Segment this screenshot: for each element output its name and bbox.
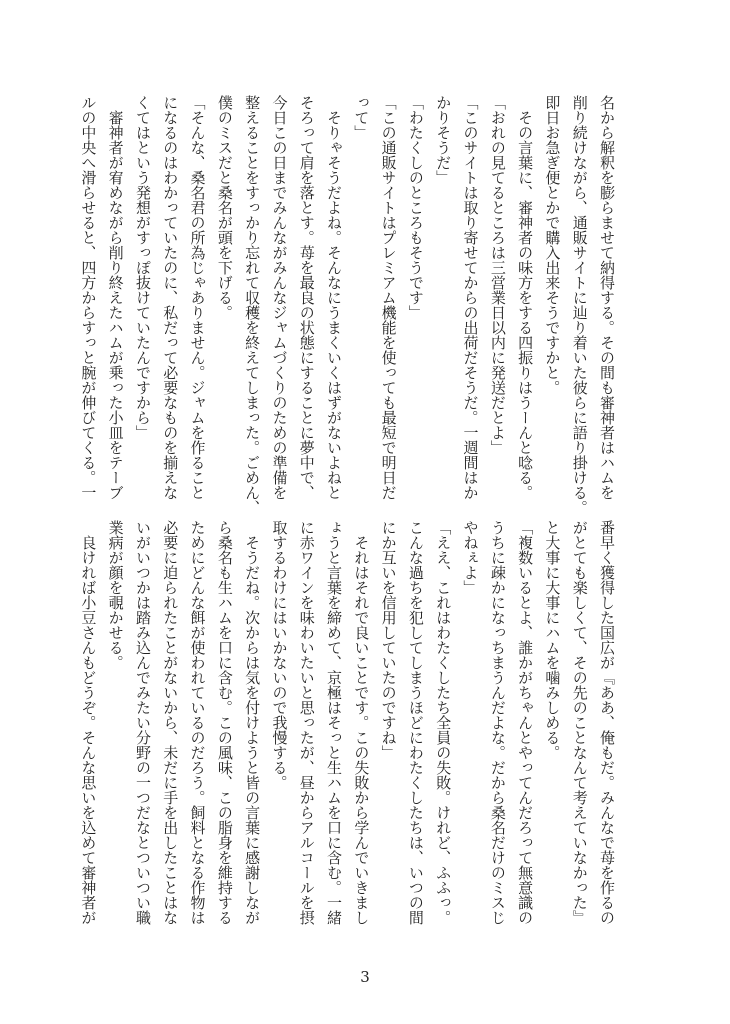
text-line: 「複数いるとよ、誰かがちゃんとやってんだろって無意識の [516, 520, 535, 925]
text-line: そりゃそうだよね。そんなにうまくいくはずがないよねと [325, 95, 344, 500]
text-line: そろって肩を落とす。苺を最良の状態にすることに夢中で、 [297, 95, 316, 500]
text-line: になるのはわかっていたのに、私だって必要なものを揃えな [161, 95, 180, 500]
text-line: 即日お急ぎ便とかで購入出来そうですかと。 [543, 95, 562, 395]
text-line: と大事に大事にハムを噛みしめる。 [543, 520, 562, 760]
text-line: うちに疎かになっちまうんだよな。だから桑名だけのミスじ [488, 520, 507, 925]
text-line: 必要に迫られたことがないから、未だに手を出したことはな [161, 520, 180, 925]
text-line: 「おれの見てるところは三営業日以内に発送だとよ」 [488, 95, 507, 455]
text-line: にか互いを信用していたのですね」 [379, 520, 398, 760]
text-block-top [75, 95, 620, 515]
text-line: 番早く獲得した国広が『ああ、俺もだ。みんなで苺を作るの [598, 520, 616, 925]
text-line: ためにどんな餌が使われているのだろう。飼料となる作物は [188, 520, 207, 925]
text-line: に赤ワインを味わいたいと思ったが、昼からアルコールを摂 [297, 520, 316, 925]
text-line: 業病が顔を覗かせる。 [106, 520, 125, 670]
text-line: 取するわけにはいかないので我慢する。 [270, 520, 289, 790]
text-line: 「このサイトは取り寄せてからの出荷だそうだ。一週間はか [461, 95, 480, 500]
text-line: ら桑名も生ハムを口に含む。この風味、この脂身を維持する [215, 520, 234, 925]
text-line: 「わたくしのところもそうです」 [406, 95, 425, 320]
text-line: その言葉に、審神者の味方をする四振りはうーんと唸る。 [516, 95, 535, 500]
text-line: かりそうだ」 [434, 95, 453, 185]
text-line: 今日この日までみんながみんなジャムづくりのための準備を [270, 95, 289, 500]
text-line: ょうと言葉を締めて、京極はそっと生ハムを口に含む。一緒 [325, 520, 344, 925]
text-line: 「そんな、桑名君の所為じゃありません。ジャムを作ること [188, 95, 207, 500]
text-line: いがいつかは踏み込んでみたい分野の一つだなとついつい職 [133, 520, 152, 925]
text-line: ルの中央へ滑らせると、四方からすっと腕が伸びてくる。一 [79, 95, 98, 500]
text-line: 「ええ、これはわたくしたち全員の失敗。けれど、ふふっ。 [434, 520, 453, 925]
text-line: 整えることをすっかり忘れて収穫を終えてしまった。ごめん、 [243, 95, 262, 515]
text-line: やねぇよ」 [461, 520, 480, 595]
page-number: 3 [360, 968, 370, 986]
text-line: 良ければ小豆さんもどうぞ。そんな思いを込めて審神者が [79, 520, 98, 925]
text-line: って」 [352, 95, 371, 140]
text-line: 削り続けながら、通販サイトに辿り着いた彼らに語り掛ける。 [570, 95, 589, 515]
text-line: こんな過ちを犯してしまうほどにわたくしたちは、いつの間 [406, 520, 425, 925]
text-line: くてはという発想がすっぽ抜けていたんですから」 [133, 95, 152, 440]
text-line: 僕のミスだと桑名が頭を下げる。 [215, 95, 234, 320]
text-line: 名から解釈を膨らませて納得する。その間も審神者はハムを [598, 95, 616, 500]
text-line: 審神者が宥めながら削り終えたハムが乗った小皿をテーブ [106, 95, 125, 500]
text-block-bottom [75, 520, 620, 945]
text-line: そうだね。次からは気を付けようと皆の言葉に感謝しなが [243, 520, 262, 925]
text-line: それはそれで良いことです。この失敗から学んでいきまし [352, 520, 371, 925]
text-line: がとても楽しくて、その先のことなんて考えていなかった』 [570, 520, 589, 925]
text-line: 「この通販サイトはプレミアム機能を使っても最短で明日だ [379, 95, 398, 500]
